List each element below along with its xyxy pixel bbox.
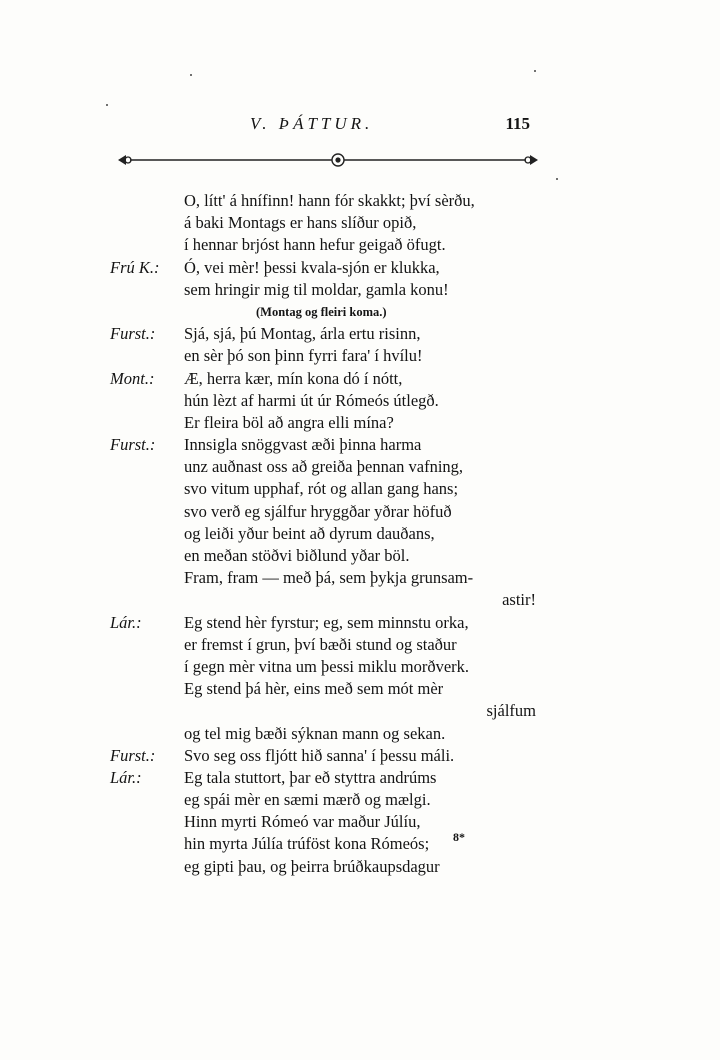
verse-text-line: svo vitum upphaf, rót og allan gang hans; xyxy=(184,479,459,499)
stage-direction: (Montag og fleiri koma.) xyxy=(256,304,387,319)
chapter-title: V. ÞÁTTUR. xyxy=(250,114,374,133)
verse-line xyxy=(0,634,720,656)
verse-text-line: hin myrta Júlía trúföst kona Rómeós; xyxy=(184,834,430,854)
verse-text-line: Innsigla snöggvast æði þinna harma xyxy=(184,435,422,455)
verse-line xyxy=(0,323,720,345)
speaker-label: Frú K.: xyxy=(110,257,160,277)
verse-line xyxy=(0,589,720,611)
verse-line xyxy=(0,456,720,478)
ornament-rule-icon xyxy=(116,152,540,168)
speck xyxy=(556,178,558,180)
speck xyxy=(106,104,108,106)
verse-text-line: Fram, fram — með þá, sem þykja grunsam- xyxy=(184,568,474,588)
verse-line xyxy=(0,656,720,678)
verse-text-line: Eg stend þá hèr, eins með sem mót mèr xyxy=(184,679,444,699)
verse-line xyxy=(0,412,720,434)
verse-line xyxy=(0,345,720,367)
verse-line xyxy=(0,478,720,500)
verse-text xyxy=(0,190,720,878)
verse-line xyxy=(0,700,720,722)
verse-text-line: Er fleira böl að angra elli mína? xyxy=(184,412,394,432)
verse-text-line: Hinn myrti Rómeó var maður Júlíu, xyxy=(184,812,421,832)
verse-line xyxy=(0,301,720,323)
verse-line xyxy=(0,856,720,878)
speck xyxy=(534,70,536,72)
verse-text-line: astir! xyxy=(502,590,536,610)
verse-line xyxy=(0,234,720,256)
verse-text-line: Ó, vei mèr! þessi kvala-sjón er klukka, xyxy=(184,257,440,277)
verse-line xyxy=(0,545,720,567)
verse-line xyxy=(0,368,720,390)
verse-line xyxy=(0,501,720,523)
speck xyxy=(190,74,192,76)
verse-line xyxy=(0,390,720,412)
verse-text-line: en meðan stöðvi biðlund yðar böl. xyxy=(184,546,410,565)
verse-text-line: Eg tala stuttort, þar eð styttra andrúms xyxy=(184,767,437,787)
verse-text-line: svo verð eg sjálfur hryggðar yðrar höfuð xyxy=(184,501,452,521)
verse-line xyxy=(0,523,720,545)
verse-text-line: í hennar brjóst hann hefur geigað öfugt. xyxy=(184,235,446,255)
speaker-label: Furst.: xyxy=(110,745,156,765)
verse-text-line: O, lítt' á hnífinn! hann fór skakkt; því sèrðu, xyxy=(184,191,475,210)
verse-text-line: Eg stend hèr fyrstur; eg, sem minnstu orka, xyxy=(184,612,469,632)
verse-line xyxy=(0,678,720,700)
verse-line xyxy=(0,612,720,634)
verse-line xyxy=(0,745,720,767)
verse-text-line: eg spái mèr en sæmi mærð og mælgi. xyxy=(184,790,431,810)
verse-text-line: í gegn mèr vitna um þessi miklu morðverk. xyxy=(184,656,470,676)
verse-text-line: er fremst í grun, því bæði stund og staður xyxy=(184,634,457,654)
verse-line xyxy=(0,767,720,789)
speaker-label: Lár.: xyxy=(110,612,142,632)
verse-text-line: unz auðnast oss að greiða þennan vafning, xyxy=(184,457,464,477)
verse-text-line: á baki Montags er hans slíður opið, xyxy=(184,213,417,233)
verse-line xyxy=(0,833,720,855)
speaker-label: Furst.: xyxy=(110,435,156,455)
running-header xyxy=(110,114,530,140)
verse-text-line: Æ, herra kær, mín kona dó í nótt, xyxy=(184,368,403,388)
verse-line xyxy=(0,434,720,456)
verse-line xyxy=(0,789,720,811)
verse-text-line: Sjá, sjá, þú Montag, árla ertu risinn, xyxy=(184,324,421,344)
verse-text-line: Svo seg oss fljótt hið sanna' í þessu máli. xyxy=(184,745,455,765)
verse-line xyxy=(0,279,720,301)
verse-text-line: og leiði yður beint að dyrum dauðans, xyxy=(184,523,435,543)
verse-text-line: og tel mig bæði sýknan mann og sekan. xyxy=(184,723,446,743)
verse-text-line: sem hringir mig til moldar, gamla konu! xyxy=(184,279,449,299)
verse-line xyxy=(0,190,720,212)
verse-line xyxy=(0,723,720,745)
verse-text-line: hún lèzt af harmi út úr Rómeós útlegð. xyxy=(184,390,439,410)
verse-text-line: en sèr þó son þinn fyrri fara' í hvílu! xyxy=(184,346,423,366)
verse-line xyxy=(0,811,720,833)
verse-line xyxy=(0,567,720,589)
speaker-label: Furst.: xyxy=(110,324,156,344)
verse-line xyxy=(0,257,720,279)
page-number: 115 xyxy=(505,114,530,133)
speaker-label: Lár.: xyxy=(110,767,142,787)
verse-text-line: sjálfum xyxy=(486,701,536,721)
verse-text-line: eg gipti þau, og þeirra brúðkaupsdagur xyxy=(184,856,440,876)
speaker-label: Mont.: xyxy=(110,368,155,388)
verse-line xyxy=(0,212,720,234)
signature-mark: 8* xyxy=(453,830,465,844)
